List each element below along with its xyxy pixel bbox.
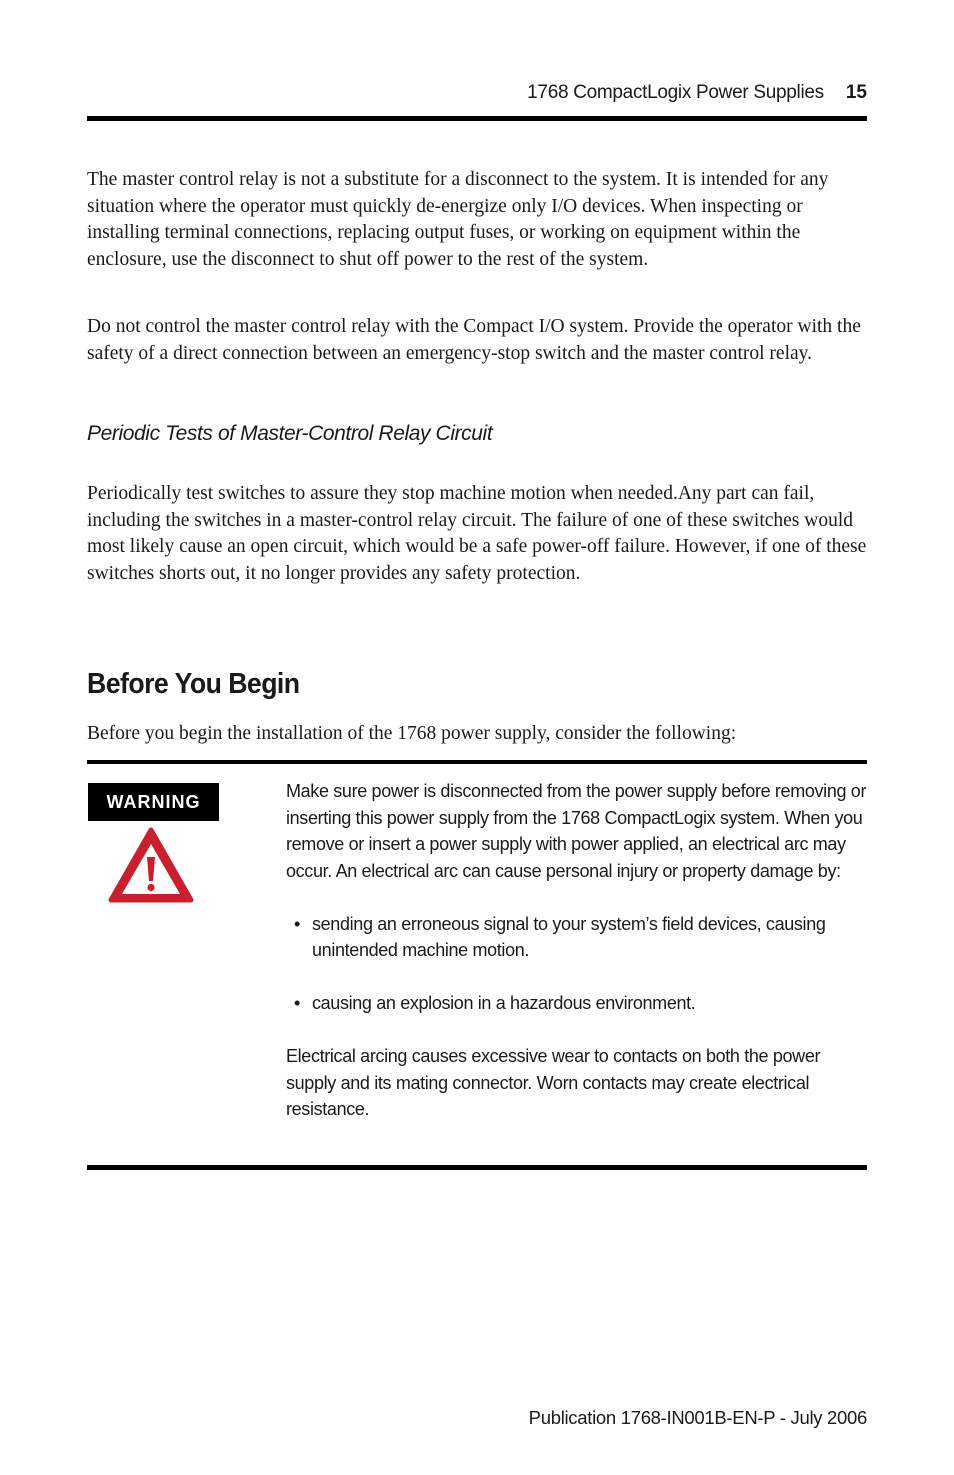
- warning-body: [286, 778, 868, 1123]
- paragraph-mcr-not-substitute: The master control relay is not a substitute for a disconnect to the system. It is intended for any situation where the operator must quickly de-energize only I/O devices. When inspecting or installing terminal connections, replacing output fuses, or working on equipment within the enclosure, use the disconnect to shut off power to the rest of the system.: [87, 169, 829, 271]
- subheading-periodic-tests: Periodic Tests of Master-Control Relay Circuit: [87, 422, 493, 445]
- warning-triangle-icon: [108, 827, 194, 903]
- paragraph-periodic-tests: Periodically test switches to assure they stop machine motion when needed.Any part can fail, including the switches in a master-control relay circuit. The failure of one of these switches would most likely cause an open circuit, which would be a safe power-off failure. However, if one of these switches shorts out, it no longer provides any safety protection.: [87, 483, 867, 585]
- header-rule: [87, 116, 867, 121]
- section-title: Before You Begin: [87, 668, 300, 700]
- paragraph-mcr-control: Do not control the master control relay with the Compact I/O system. Provide the operator with the safety of a direct connection between an emergency-stop switch and the master control relay.: [87, 316, 861, 364]
- header-title: 1768 CompactLogix Power Supplies: [527, 82, 824, 103]
- bullet-icon: •: [294, 913, 300, 934]
- warning-label: WARNING: [88, 783, 219, 821]
- warning-bullet-list: [286, 911, 868, 1017]
- warning-bullet-item: [286, 911, 868, 964]
- warning-top-rule: [87, 760, 867, 764]
- warning-closing: Electrical arcing causes excessive wear to contacts on both the power supply and its mating connector. Worn contacts may create electrical resistance.: [286, 1046, 821, 1119]
- publication-footer: Publication 1768-IN001B-EN-P - July 2006: [528, 1407, 867, 1428]
- warning-intro: Make sure power is disconnected from the power supply before removing or inserting this power supply from the 1768 CompactLogix system. When you remove or insert a power supply with power applied, an electrical arc may occur. An electrical arc can cause personal injury or property damage by:: [286, 781, 867, 881]
- bullet-icon: •: [294, 993, 300, 1013]
- warning-bullet-text: sending an erroneous signal to your system’s field devices, causing unintended machine motion.: [312, 913, 826, 960]
- page-number: 15: [845, 82, 867, 103]
- section-intro: Before you begin the installation of the 1768 power supply, consider the following:: [87, 723, 737, 744]
- page-header: [527, 82, 867, 104]
- warning-bottom-rule: [87, 1165, 867, 1170]
- warning-bullet-item: [286, 990, 868, 1017]
- warning-bullet-text: causing an explosion in a hazardous environment.: [312, 993, 696, 1013]
